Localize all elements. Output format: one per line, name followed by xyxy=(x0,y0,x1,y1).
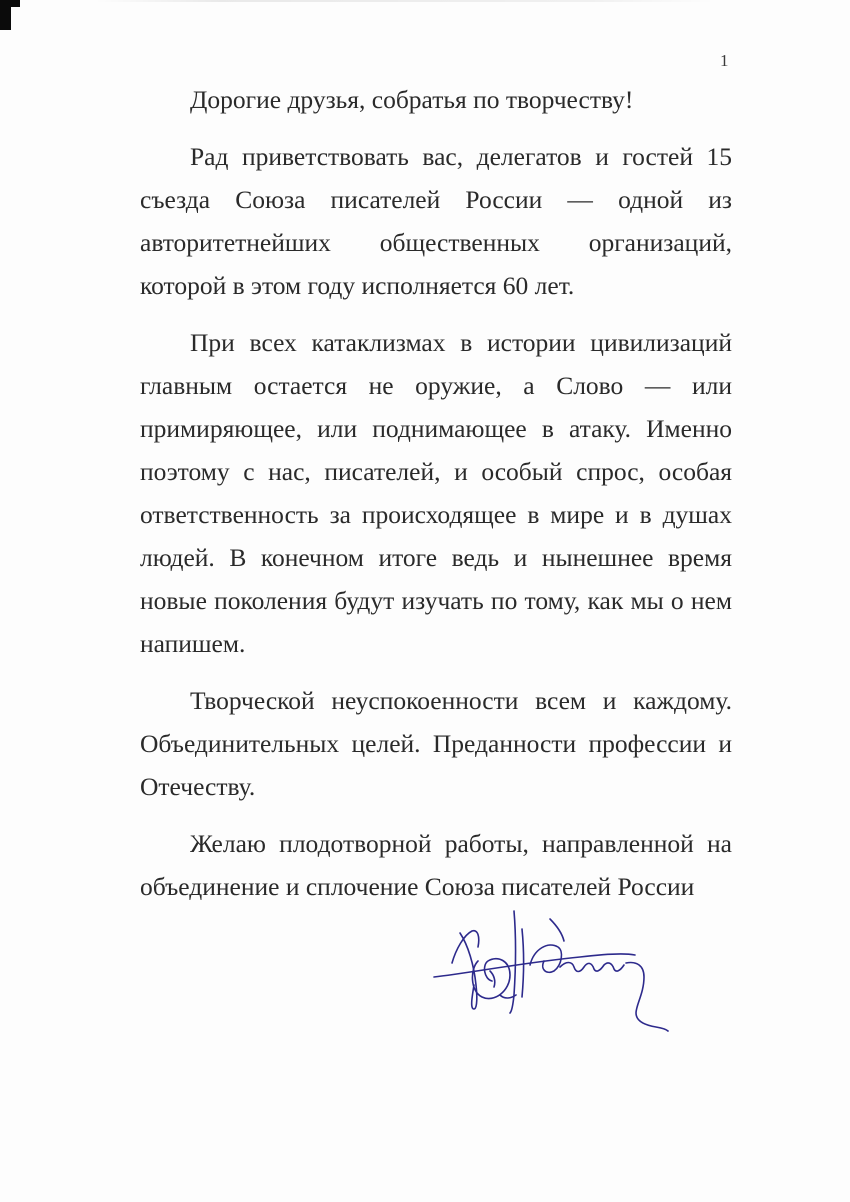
letter-greeting: Дорогие друзья, собратья по творчеству! xyxy=(190,85,634,114)
letter-paragraph: Рад приветствовать вас, делегатов и гостей 15 съезда Союза писателей России — одной из авторитетнейших общественных организаций, которой в этом году исполняется 60 лет. xyxy=(140,142,732,300)
letter-paragraph: Желаю плодотворной работы, направленной на объединение и сплочение Союза писателей России xyxy=(140,829,732,901)
scan-corner-mark xyxy=(0,0,11,30)
page-number: 1 xyxy=(720,51,729,70)
scan-edge-shadow xyxy=(95,0,715,2)
handwritten-signature xyxy=(430,905,680,1045)
letter-body xyxy=(140,78,732,922)
letter-paragraph: Творческой неуспокоенности всем и каждому. Объединительных целей. Преданности профессии и Отечеству. xyxy=(140,686,732,801)
letter-paragraph: При всех катаклизмах в истории цивилизаций главным остается не оружие, а Слово — или примиряющее, или поднимающее в атаку. Именно поэтому с нас, писателей, и особый спрос, особая ответственность за происходящее в мире и в душах людей. В конечном итоге ведь и нынешнее время новые поколения будут изучать по тому, как мы о нем напишем. xyxy=(140,328,732,658)
